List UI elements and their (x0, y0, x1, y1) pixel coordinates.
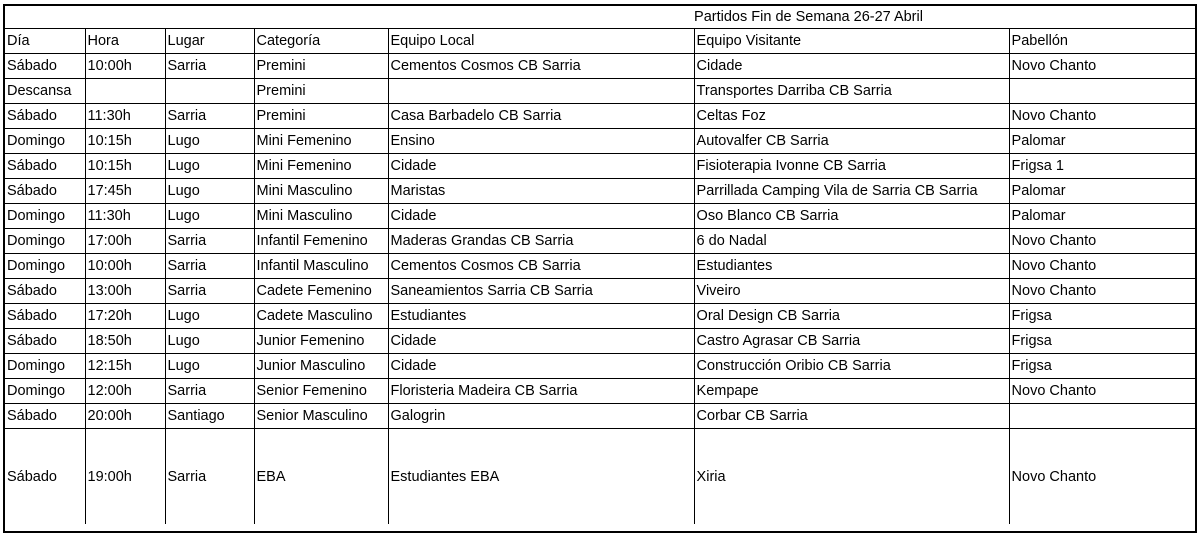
cell-lugar: Lugo (165, 179, 254, 204)
cell-dia: Sábado (5, 429, 85, 525)
cell-equipo-local: Cidade (388, 354, 694, 379)
cell-equipo-local: Cidade (388, 154, 694, 179)
cell-lugar: Sarria (165, 254, 254, 279)
cell-categoria: Premini (254, 79, 388, 104)
header-dia: Día (5, 29, 85, 54)
cell-pabellon: Palomar (1009, 204, 1195, 229)
cell-equipo-local: Maderas Grandas CB Sarria (388, 229, 694, 254)
cell-categoria: Senior Masculino (254, 404, 388, 429)
cell-hora: 12:00h (85, 379, 165, 404)
cell-hora: 13:00h (85, 279, 165, 304)
cell-dia: Domingo (5, 354, 85, 379)
table-row (5, 354, 1195, 379)
cell-dia: Sábado (5, 54, 85, 79)
cell-lugar: Lugo (165, 129, 254, 154)
cell-pabellon: Novo Chanto (1009, 254, 1195, 279)
table-row (5, 379, 1195, 404)
cell-dia: Domingo (5, 229, 85, 254)
cell-equipo-local: Floristeria Madeira CB Sarria (388, 379, 694, 404)
cell-lugar: Sarria (165, 54, 254, 79)
cell-hora: 11:30h (85, 204, 165, 229)
cell-lugar: Sarria (165, 279, 254, 304)
cell-hora: 10:15h (85, 154, 165, 179)
cell-dia: Sábado (5, 179, 85, 204)
cell-pabellon: Palomar (1009, 129, 1195, 154)
cell-equipo-visitante: Cidade (694, 54, 1009, 79)
cell-categoria: Senior Femenino (254, 379, 388, 404)
cell-categoria: Cadete Femenino (254, 279, 388, 304)
cell-categoria: Mini Femenino (254, 154, 388, 179)
cell-equipo-visitante: Kempape (694, 379, 1009, 404)
cell-equipo-visitante: Fisioterapia Ivonne CB Sarria (694, 154, 1009, 179)
table-row (5, 79, 1195, 104)
table-row (5, 179, 1195, 204)
cell-equipo-visitante: 6 do Nadal (694, 229, 1009, 254)
cell-hora: 17:20h (85, 304, 165, 329)
cell-equipo-visitante: Construcción Oribio CB Sarria (694, 354, 1009, 379)
cell-equipo-visitante: Autovalfer CB Sarria (694, 129, 1009, 154)
cell-equipo-visitante: Estudiantes (694, 254, 1009, 279)
cell-pabellon: Novo Chanto (1009, 429, 1195, 525)
cell-dia: Domingo (5, 129, 85, 154)
cell-dia: Sábado (5, 279, 85, 304)
cell-equipo-visitante: Celtas Foz (694, 104, 1009, 129)
cell-categoria: Cadete Masculino (254, 304, 388, 329)
cell-equipo-local: Maristas (388, 179, 694, 204)
cell-lugar: Lugo (165, 304, 254, 329)
cell-lugar: Lugo (165, 154, 254, 179)
cell-equipo-visitante: Oral Design CB Sarria (694, 304, 1009, 329)
cell-equipo-local: Galogrin (388, 404, 694, 429)
cell-equipo-local: Cidade (388, 329, 694, 354)
cell-equipo-local: Saneamientos Sarria CB Sarria (388, 279, 694, 304)
table-row (5, 304, 1195, 329)
table-row (5, 104, 1195, 129)
cell-dia: Sábado (5, 304, 85, 329)
cell-lugar: Sarria (165, 429, 254, 525)
cell-pabellon: Novo Chanto (1009, 54, 1195, 79)
header-row (5, 29, 1195, 54)
cell-hora: 19:00h (85, 429, 165, 525)
cell-pabellon: Novo Chanto (1009, 379, 1195, 404)
cell-pabellon: Frigsa (1009, 329, 1195, 354)
cell-hora: 18:50h (85, 329, 165, 354)
schedule-sheet (3, 4, 1197, 533)
cell-dia: Sábado (5, 104, 85, 129)
header-equipo-local: Equipo Local (388, 29, 694, 54)
cell-pabellon: Novo Chanto (1009, 279, 1195, 304)
cell-pabellon: Frigsa (1009, 354, 1195, 379)
cell-lugar: Sarria (165, 229, 254, 254)
cell-lugar: Sarria (165, 379, 254, 404)
cell-pabellon: Palomar (1009, 179, 1195, 204)
cell-categoria: Premini (254, 104, 388, 129)
cell-lugar: Lugo (165, 329, 254, 354)
cell-equipo-local: Estudiantes (388, 304, 694, 329)
cell-lugar: Sarria (165, 104, 254, 129)
table-row (5, 329, 1195, 354)
cell-categoria: Infantil Masculino (254, 254, 388, 279)
cell-hora: 11:30h (85, 104, 165, 129)
cell-lugar (165, 79, 254, 104)
table-row (5, 54, 1195, 79)
cell-equipo-visitante: Castro Agrasar CB Sarria (694, 329, 1009, 354)
cell-equipo-local: Casa Barbadelo CB Sarria (388, 104, 694, 129)
table-row (5, 154, 1195, 179)
header-categoria: Categoría (254, 29, 388, 54)
cell-equipo-visitante: Xiria (694, 429, 1009, 525)
table-row (5, 204, 1195, 229)
cell-hora: 10:15h (85, 129, 165, 154)
cell-lugar: Lugo (165, 204, 254, 229)
cell-categoria: Mini Masculino (254, 204, 388, 229)
table-row (5, 404, 1195, 429)
table-row (5, 429, 1195, 525)
cell-pabellon (1009, 404, 1195, 429)
cell-categoria: Junior Femenino (254, 329, 388, 354)
cell-dia: Sábado (5, 329, 85, 354)
cell-dia: Sábado (5, 404, 85, 429)
cell-pabellon: Novo Chanto (1009, 229, 1195, 254)
cell-pabellon (1009, 79, 1195, 104)
cell-equipo-local: Cementos Cosmos CB Sarria (388, 254, 694, 279)
cell-dia: Domingo (5, 254, 85, 279)
table-row (5, 129, 1195, 154)
table-row (5, 279, 1195, 304)
cell-hora (85, 79, 165, 104)
cell-dia: Sábado (5, 154, 85, 179)
cell-lugar: Santiago (165, 404, 254, 429)
cell-dia: Domingo (5, 204, 85, 229)
title-row (5, 6, 1195, 29)
cell-equipo-visitante: Oso Blanco CB Sarria (694, 204, 1009, 229)
cell-pabellon: Frigsa 1 (1009, 154, 1195, 179)
cell-categoria: Premini (254, 54, 388, 79)
cell-pabellon: Novo Chanto (1009, 104, 1195, 129)
header-pabellon: Pabellón (1009, 29, 1195, 54)
cell-equipo-local: Ensino (388, 129, 694, 154)
cell-equipo-local: Cementos Cosmos CB Sarria (388, 54, 694, 79)
table-row (5, 229, 1195, 254)
cell-hora: 10:00h (85, 54, 165, 79)
cell-pabellon: Frigsa (1009, 304, 1195, 329)
cell-hora: 10:00h (85, 254, 165, 279)
cell-hora: 17:00h (85, 229, 165, 254)
cell-equipo-visitante: Parrillada Camping Vila de Sarria CB Sarria (694, 179, 1009, 204)
title-spacer (5, 6, 694, 29)
table-row (5, 254, 1195, 279)
cell-hora: 20:00h (85, 404, 165, 429)
cell-lugar: Lugo (165, 354, 254, 379)
header-lugar: Lugar (165, 29, 254, 54)
cell-categoria: Infantil Femenino (254, 229, 388, 254)
header-equipo-visitante: Equipo Visitante (694, 29, 1009, 54)
cell-dia: Descansa (5, 79, 85, 104)
header-hora: Hora (85, 29, 165, 54)
cell-equipo-visitante: Viveiro (694, 279, 1009, 304)
cell-categoria: Mini Masculino (254, 179, 388, 204)
cell-equipo-visitante: Corbar CB Sarria (694, 404, 1009, 429)
cell-categoria: Junior Masculino (254, 354, 388, 379)
cell-equipo-visitante: Transportes Darriba CB Sarria (694, 79, 1009, 104)
cell-dia: Domingo (5, 379, 85, 404)
table-title: Partidos Fin de Semana 26-27 Abril (694, 6, 1195, 29)
cell-hora: 12:15h (85, 354, 165, 379)
cell-categoria: Mini Femenino (254, 129, 388, 154)
cell-equipo-local: Cidade (388, 204, 694, 229)
cell-categoria: EBA (254, 429, 388, 525)
schedule-table (5, 6, 1195, 524)
cell-equipo-local (388, 79, 694, 104)
cell-hora: 17:45h (85, 179, 165, 204)
cell-equipo-local: Estudiantes EBA (388, 429, 694, 525)
